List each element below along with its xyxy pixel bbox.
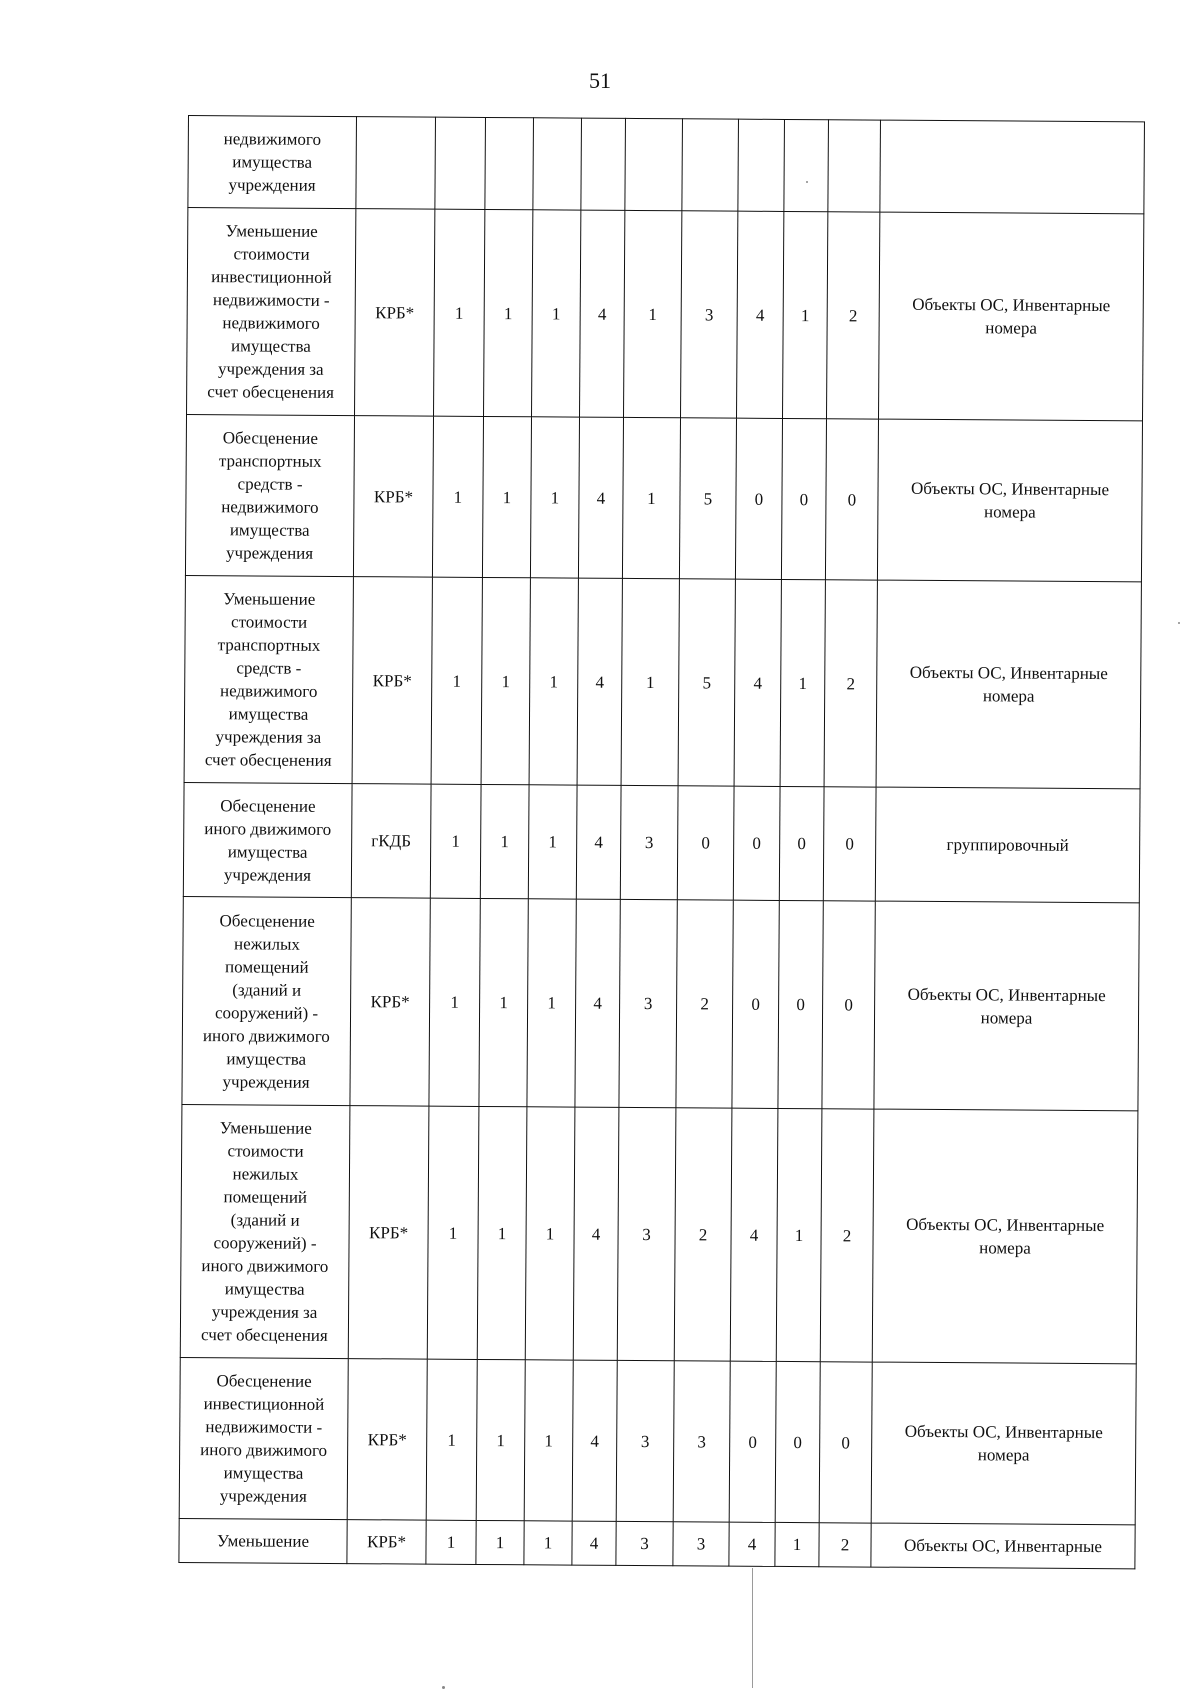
code-digit-cell: 1 — [528, 785, 577, 899]
code-digit-cell: 2 — [820, 1109, 874, 1362]
scan-speck — [806, 181, 808, 183]
code-digit-cell: 1 — [532, 210, 581, 417]
analytics-description-cell: Объекты ОС, Инвентарные номера — [878, 212, 1143, 421]
code-digit-cell: 0 — [732, 900, 779, 1108]
account-type-cell — [356, 117, 436, 210]
code-digit-cell: 1 — [482, 416, 531, 577]
code-digit-cell: 1 — [524, 1360, 573, 1521]
account-name-cell: Уменьшение стоимости нежилых помещений (зданий и сооружений) - иного движимого имущества учреждения за счет обесценения — [180, 1104, 350, 1358]
code-digit-cell: 1 — [624, 210, 682, 417]
code-digit-cell: 0 — [779, 786, 824, 900]
page-number: 51 — [589, 68, 611, 93]
code-digit-cell: 0 — [729, 1361, 776, 1522]
code-digit-cell — [682, 119, 739, 211]
code-digit-cell: 3 — [616, 1360, 674, 1521]
code-digit-cell: 1 — [783, 211, 828, 418]
code-digit-cell: 1 — [430, 784, 481, 898]
code-digit-cell: 1 — [621, 578, 679, 785]
analytics-description-cell — [880, 120, 1145, 214]
code-digit-cell: 1 — [776, 1108, 822, 1361]
table-row — [179, 1518, 1135, 1568]
account-type-cell: гКДБ — [351, 784, 431, 899]
code-digit-cell: 1 — [479, 898, 528, 1106]
code-digit-cell — [581, 118, 626, 210]
account-type-cell: КРБ* — [347, 1520, 426, 1565]
code-digit-cell: 3 — [620, 785, 678, 899]
code-digit-cell: 3 — [617, 1107, 676, 1360]
code-digit-cell: 0 — [735, 418, 782, 579]
code-digit-cell: 1 — [622, 417, 680, 578]
code-digit-cell: 1 — [426, 1520, 476, 1564]
code-digit-cell: 2 — [824, 580, 877, 787]
analytics-description-cell: Объекты ОС, Инвентарные номера — [876, 580, 1141, 789]
code-digit-cell: 1 — [480, 784, 529, 898]
account-type-cell: КРБ* — [348, 1106, 429, 1360]
code-digit-cell: 0 — [823, 787, 876, 901]
code-digit-cell: 2 — [676, 900, 733, 1108]
code-digit-cell: 3 — [681, 211, 738, 418]
analytics-description-cell: группировочный — [875, 787, 1140, 903]
account-type-cell: КРБ* — [352, 577, 432, 785]
code-digit-cell: 1 — [476, 1359, 525, 1520]
code-digit-cell: 0 — [825, 419, 878, 580]
code-digit-cell: 1 — [477, 1106, 527, 1359]
code-digit-cell: 1 — [481, 577, 530, 784]
code-digit-cell — [485, 117, 534, 209]
code-digit-cell: 4 — [575, 899, 620, 1107]
code-digit-cell — [625, 118, 683, 210]
code-digit-cell: 2 — [674, 1108, 732, 1361]
analytics-description-cell: Объекты ОС, Инвентарные номера — [871, 1362, 1136, 1525]
code-digit-cell: 4 — [734, 579, 781, 786]
code-digit-cell: 4 — [580, 210, 625, 417]
code-digit-cell: 2 — [819, 1523, 871, 1567]
code-digit-cell: 0 — [819, 1362, 872, 1523]
analytics-description-cell: Объекты ОС, Инвентарные номера — [874, 901, 1139, 1111]
code-digit-cell: 4 — [578, 417, 623, 578]
scan-artifact-line — [752, 1568, 753, 1688]
table-row — [188, 116, 1145, 214]
code-digit-cell: 4 — [572, 1521, 616, 1565]
code-digit-cell: 3 — [673, 1361, 730, 1522]
code-digit-cell: 3 — [619, 899, 677, 1107]
code-digit-cell: 3 — [673, 1522, 729, 1566]
code-digit-cell: 5 — [679, 418, 736, 579]
code-digit-cell: 0 — [778, 900, 823, 1108]
code-digit-cell: 1 — [476, 1520, 524, 1564]
code-digit-cell — [533, 118, 582, 210]
code-digit-cell: 1 — [427, 1106, 479, 1359]
code-digit-cell: 1 — [434, 209, 485, 416]
table-row — [184, 575, 1141, 788]
code-digit-cell — [435, 117, 486, 209]
table-row — [185, 414, 1142, 581]
account-type-cell: КРБ* — [350, 898, 430, 1107]
scan-speck — [442, 1686, 445, 1689]
code-digit-cell — [828, 120, 881, 212]
code-digit-cell: 1 — [426, 1359, 477, 1520]
code-digit-cell: 2 — [826, 212, 879, 419]
account-name-cell: Уменьшение — [179, 1518, 347, 1563]
table-row — [182, 896, 1139, 1110]
account-name-cell: Уменьшение стоимости транспортных средств - недвижимого имущества учреждения за счет обесценения — [184, 575, 353, 783]
code-digit-cell: 1 — [484, 209, 533, 416]
account-type-cell: КРБ* — [355, 209, 435, 417]
code-digit-cell: 0 — [775, 1361, 820, 1522]
table-row — [179, 1357, 1136, 1524]
code-digit-cell — [784, 119, 829, 211]
code-digit-cell: 1 — [524, 1521, 572, 1565]
account-table — [178, 115, 1145, 1569]
code-digit-cell: 4 — [729, 1522, 775, 1566]
account-name-cell: Обесценение иного движимого имущества учреждения — [183, 782, 352, 897]
code-digit-cell: 1 — [525, 1107, 575, 1360]
analytics-description-cell: Объекты ОС, Инвентарные номера — [872, 1109, 1138, 1364]
code-digit-cell: 0 — [733, 786, 780, 900]
code-digit-cell: 4 — [737, 211, 784, 418]
account-name-cell: Обесценение нежилых помещений (зданий и сооружений) - иного движимого имущества учреждения — [182, 896, 351, 1105]
table-row — [187, 208, 1144, 421]
table-row — [183, 782, 1140, 902]
code-digit-cell: 1 — [780, 579, 825, 786]
account-type-cell: КРБ* — [353, 416, 433, 578]
code-digit-cell: 1 — [429, 898, 480, 1106]
table-row — [180, 1104, 1138, 1363]
code-digit-cell: 0 — [781, 418, 826, 579]
code-digit-cell: 1 — [432, 416, 483, 577]
account-name-cell: Обесценение транспортных средств - недвижимого имущества учреждения — [185, 414, 354, 576]
code-digit-cell: 1 — [527, 899, 576, 1107]
code-digit-cell: 0 — [822, 901, 875, 1109]
code-digit-cell: 3 — [616, 1521, 673, 1565]
account-type-cell: КРБ* — [347, 1359, 427, 1521]
account-name-cell: Обесценение инвестиционной недвижимости - иного движимого имущества учреждения — [179, 1357, 348, 1519]
code-digit-cell: 1 — [775, 1522, 819, 1566]
code-digit-cell: 4 — [572, 1360, 617, 1521]
code-digit-cell: 0 — [677, 786, 734, 900]
code-digit-cell: 4 — [573, 1107, 619, 1360]
code-digit-cell: 5 — [678, 579, 735, 786]
scan-speck — [1178, 622, 1180, 624]
analytics-description-cell: Объекты ОС, Инвентарные номера — [877, 419, 1142, 582]
code-digit-cell: 1 — [431, 577, 482, 784]
analytics-description-cell: Объекты ОС, Инвентарные — [871, 1523, 1135, 1569]
code-digit-cell: 1 — [529, 578, 578, 785]
code-digit-cell: 4 — [577, 578, 622, 785]
code-digit-cell: 1 — [530, 417, 579, 578]
account-name-cell: недвижимого имущества учреждения — [188, 116, 357, 209]
code-digit-cell — [738, 119, 785, 211]
code-digit-cell: 4 — [730, 1108, 778, 1361]
account-name-cell: Уменьшение стоимости инвестиционной недвижимости - недвижимого имущества учреждения за счет обесценения — [187, 208, 356, 416]
code-digit-cell: 4 — [576, 785, 621, 899]
